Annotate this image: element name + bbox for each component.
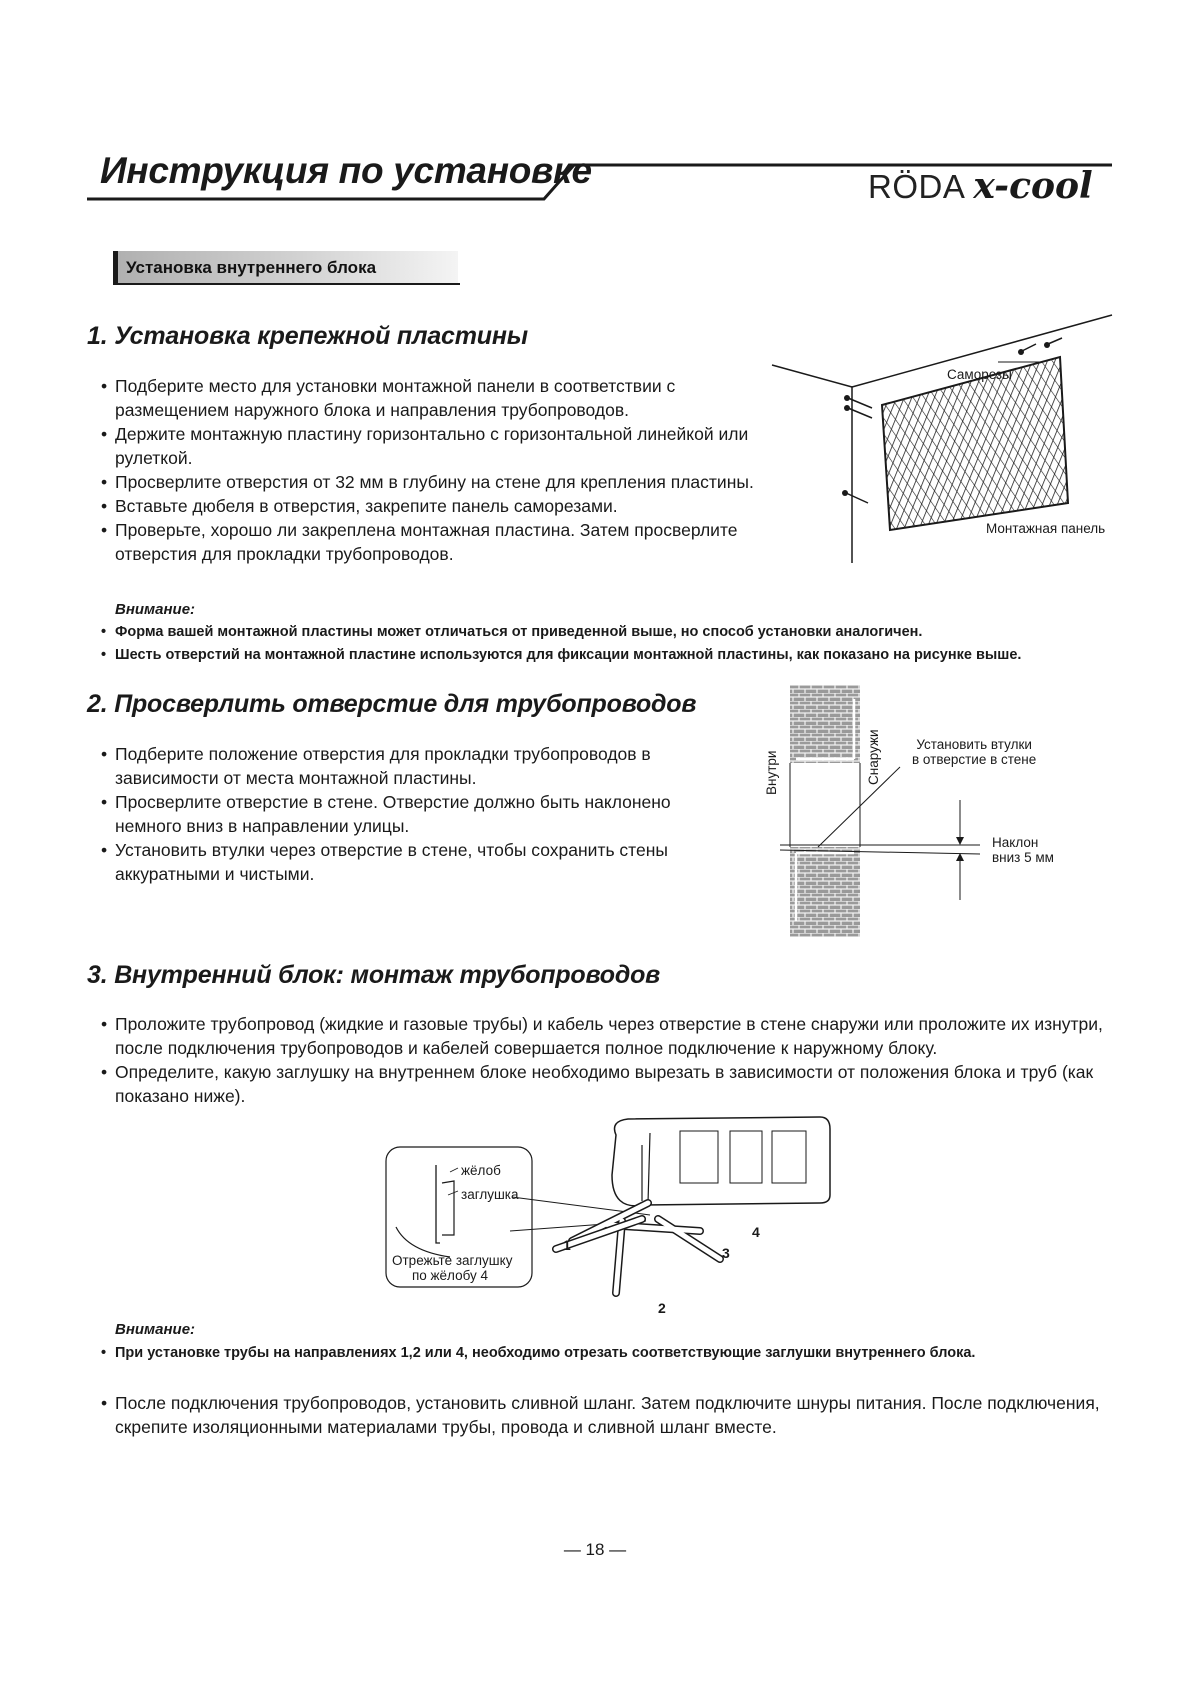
list-item: • Проверьте, хорошо ли закреплена монтажная пластина. Затем просверлите отверстия для прокладки трубопроводов.	[101, 518, 781, 566]
list-item: • Установить втулки через отверстие в стене, чтобы сохранить стены аккуратными и чистыми.	[101, 838, 711, 886]
direction-4-label: 4	[752, 1224, 760, 1240]
brand-name: RÖDA	[868, 168, 966, 205]
page-title: Инструкция по установке	[100, 150, 592, 191]
brand-logo	[868, 165, 1093, 207]
wall-hole-figure	[760, 685, 1020, 945]
panel-label: Монтажная панель	[986, 521, 1106, 536]
section-3-title: 3. Внутренний блок: монтаж трубопроводов	[87, 961, 661, 989]
list-item: • При установке трубы на направлениях 1,2 или 4, необходимо отрезать соответствующие заглушки внутреннего блока.	[101, 1342, 975, 1365]
list-item: • Держите монтажную пластину горизонтально с горизонтальной линейкой или рулеткой.	[101, 422, 781, 470]
final-list	[101, 1391, 1101, 1439]
list-item: • После подключения трубопроводов, установить сливной шланг. Затем подключите шнуры питания. После подключения, скрепите изоляционными материалами трубы, провода и сливной шланг вместе.	[101, 1391, 1101, 1439]
sleeve-label: Установить втулки в отверстие в стене	[912, 737, 1037, 767]
list-item: • Просверлите отверстие в стене. Отверстие должно быть наклонено немного вниз в направлении улицы.	[101, 790, 711, 838]
section-tab-underline	[113, 283, 460, 285]
groove-label: жёлоб	[461, 1163, 501, 1178]
list-item: • Проложите трубопровод (жидкие и газовые трубы) и кабель через отверстие в стене снаружи или проложите их изнутри, после подключения трубопроводов и кабелей совершается полное подключение к наружному блоку.	[101, 1012, 1121, 1060]
screws-label: Саморезы	[947, 367, 1012, 382]
brand-model: x-cool	[973, 165, 1093, 207]
direction-3-label: 3	[722, 1245, 730, 1261]
list-item: • Определите, какую заглушку на внутреннем блоке необходимо вырезать в зависимости от положения блока и труб (как показано ниже).	[101, 1060, 1121, 1108]
section-1-list	[101, 374, 781, 566]
section-2-list	[101, 742, 711, 886]
direction-1-label: 1	[563, 1237, 571, 1253]
direction-2-label: 2	[658, 1300, 666, 1316]
note-1-heading: Внимание:	[115, 601, 196, 618]
list-item: • Просверлите отверстия от 32 мм в глубину на стене для крепления пластины.	[101, 470, 781, 494]
outside-label: Снаружи	[866, 729, 881, 785]
list-item: • Форма вашей монтажной пластины может отличаться от приведенной выше, но способ установки аналогичен.	[101, 621, 1021, 644]
section-2-title: 2. Просверлить отверстие для трубопроводов	[87, 690, 697, 718]
section-tab-label: Установка внутреннего блока	[126, 258, 377, 277]
note-1-list	[101, 621, 1021, 667]
note-2-heading: Внимание:	[115, 1321, 196, 1338]
note-2-list	[101, 1342, 975, 1365]
plug-label: заглушка	[461, 1187, 519, 1202]
cut-plug-label: Отрежьте заглушку по жёлобу 4	[392, 1253, 513, 1283]
page-number: — 18 —	[563, 1540, 627, 1559]
list-item: • Вставьте дюбеля в отверстия, закрепите панель саморезами.	[101, 494, 781, 518]
list-item: • Подберите место для установки монтажной панели в соответствии с размещением наружного блока и направления трубопроводов.	[101, 374, 781, 422]
list-item: • Подберите положение отверстия для прокладки трубопроводов в зависимости от места монтажной пластины.	[101, 742, 711, 790]
slope-label: Наклон вниз 5 мм	[992, 835, 1054, 865]
inside-label: Внутри	[764, 750, 779, 795]
section-3-list	[101, 1012, 1121, 1108]
list-item: • Шесть отверстий на монтажной пластине используются для фиксации монтажной пластины, как показано на рисунке выше.	[101, 644, 1021, 667]
section-1-title: 1. Установка крепежной пластины	[87, 322, 528, 350]
